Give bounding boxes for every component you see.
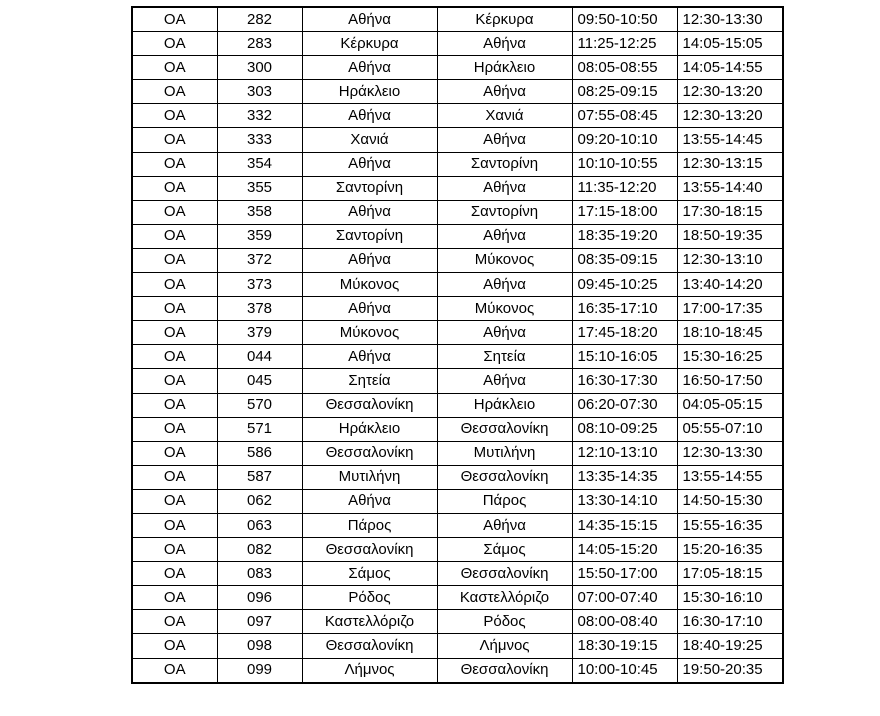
schedule-1-cell: 08:35-09:15 (572, 248, 677, 272)
destination-cell: Ηράκλειο (437, 393, 572, 417)
schedule-2-cell: 14:50-15:30 (677, 489, 783, 513)
flight-number-cell: 283 (217, 32, 302, 56)
schedule-1-cell: 11:25-12:25 (572, 32, 677, 56)
origin-cell: Μυτιλήνη (302, 465, 437, 489)
airline-cell: OA (132, 128, 217, 152)
origin-cell: Θεσσαλονίκη (302, 393, 437, 417)
airline-cell: OA (132, 369, 217, 393)
schedule-2-cell: 12:30-13:15 (677, 152, 783, 176)
table-row (132, 369, 783, 393)
schedule-2-cell: 14:05-14:55 (677, 56, 783, 80)
flight-number-cell: 083 (217, 562, 302, 586)
destination-cell: Αθήνα (437, 128, 572, 152)
airline-cell: OA (132, 176, 217, 200)
table-row (132, 538, 783, 562)
origin-cell: Ηράκλειο (302, 80, 437, 104)
origin-cell: Αθήνα (302, 489, 437, 513)
airline-cell: OA (132, 441, 217, 465)
airline-cell: OA (132, 224, 217, 248)
table-row (132, 321, 783, 345)
schedule-1-cell: 17:15-18:00 (572, 200, 677, 224)
airline-cell: OA (132, 321, 217, 345)
schedule-2-cell: 18:10-18:45 (677, 321, 783, 345)
destination-cell: Αθήνα (437, 176, 572, 200)
flight-number-cell: 300 (217, 56, 302, 80)
schedule-1-cell: 10:00-10:45 (572, 658, 677, 683)
schedule-2-cell: 18:50-19:35 (677, 224, 783, 248)
airline-cell: OA (132, 104, 217, 128)
schedule-1-cell: 06:20-07:30 (572, 393, 677, 417)
table-row (132, 489, 783, 513)
flight-number-cell: 570 (217, 393, 302, 417)
destination-cell: Σαντορίνη (437, 200, 572, 224)
schedule-2-cell: 17:05-18:15 (677, 562, 783, 586)
schedule-1-cell: 09:50-10:50 (572, 7, 677, 32)
flight-number-cell: 044 (217, 345, 302, 369)
table-row (132, 417, 783, 441)
schedule-1-cell: 08:25-09:15 (572, 80, 677, 104)
flight-number-cell: 099 (217, 658, 302, 683)
schedule-2-cell: 17:00-17:35 (677, 297, 783, 321)
schedule-1-cell: 08:05-08:55 (572, 56, 677, 80)
flight-number-cell: 358 (217, 200, 302, 224)
destination-cell: Λήμνος (437, 634, 572, 658)
origin-cell: Σητεία (302, 369, 437, 393)
schedule-2-cell: 12:30-13:30 (677, 441, 783, 465)
airline-cell: OA (132, 152, 217, 176)
schedule-2-cell: 13:55-14:40 (677, 176, 783, 200)
origin-cell: Χανιά (302, 128, 437, 152)
destination-cell: Μυτιλήνη (437, 441, 572, 465)
origin-cell: Αθήνα (302, 7, 437, 32)
airline-cell: OA (132, 465, 217, 489)
destination-cell: Σαντορίνη (437, 152, 572, 176)
table-row (132, 562, 783, 586)
flight-number-cell: 082 (217, 538, 302, 562)
flight-number-cell: 097 (217, 610, 302, 634)
schedule-1-cell: 08:10-09:25 (572, 417, 677, 441)
schedule-2-cell: 19:50-20:35 (677, 658, 783, 683)
airline-cell: OA (132, 248, 217, 272)
schedule-1-cell: 07:00-07:40 (572, 586, 677, 610)
origin-cell: Αθήνα (302, 56, 437, 80)
origin-cell: Κέρκυρα (302, 32, 437, 56)
origin-cell: Μύκονος (302, 321, 437, 345)
schedule-1-cell: 17:45-18:20 (572, 321, 677, 345)
destination-cell: Σητεία (437, 345, 572, 369)
table-row (132, 610, 783, 634)
schedule-1-cell: 12:10-13:10 (572, 441, 677, 465)
origin-cell: Πάρος (302, 513, 437, 537)
flight-number-cell: 098 (217, 634, 302, 658)
schedule-2-cell: 04:05-05:15 (677, 393, 783, 417)
flight-number-cell: 355 (217, 176, 302, 200)
destination-cell: Ηράκλειο (437, 56, 572, 80)
flight-number-cell: 282 (217, 7, 302, 32)
schedule-1-cell: 13:30-14:10 (572, 489, 677, 513)
flight-number-cell: 333 (217, 128, 302, 152)
table-row (132, 32, 783, 56)
flight-number-cell: 571 (217, 417, 302, 441)
flight-number-cell: 045 (217, 369, 302, 393)
destination-cell: Αθήνα (437, 224, 572, 248)
origin-cell: Θεσσαλονίκη (302, 634, 437, 658)
schedule-1-cell: 15:10-16:05 (572, 345, 677, 369)
table-row (132, 513, 783, 537)
destination-cell: Μύκονος (437, 248, 572, 272)
flight-schedule-table (131, 6, 784, 684)
destination-cell: Θεσσαλονίκη (437, 658, 572, 683)
table-row (132, 658, 783, 683)
destination-cell: Θεσσαλονίκη (437, 465, 572, 489)
flight-number-cell: 587 (217, 465, 302, 489)
destination-cell: Σάμος (437, 538, 572, 562)
origin-cell: Σάμος (302, 562, 437, 586)
airline-cell: OA (132, 80, 217, 104)
origin-cell: Ηράκλειο (302, 417, 437, 441)
origin-cell: Λήμνος (302, 658, 437, 683)
destination-cell: Ρόδος (437, 610, 572, 634)
schedule-2-cell: 12:30-13:20 (677, 80, 783, 104)
airline-cell: OA (132, 56, 217, 80)
schedule-1-cell: 14:05-15:20 (572, 538, 677, 562)
airline-cell: OA (132, 200, 217, 224)
table-row (132, 465, 783, 489)
destination-cell: Αθήνα (437, 369, 572, 393)
table-row (132, 586, 783, 610)
origin-cell: Αθήνα (302, 104, 437, 128)
table-row (132, 224, 783, 248)
destination-cell: Χανιά (437, 104, 572, 128)
flight-number-cell: 063 (217, 513, 302, 537)
origin-cell: Αθήνα (302, 200, 437, 224)
origin-cell: Αθήνα (302, 345, 437, 369)
destination-cell: Αθήνα (437, 513, 572, 537)
destination-cell: Μύκονος (437, 297, 572, 321)
airline-cell: OA (132, 7, 217, 32)
schedule-1-cell: 16:30-17:30 (572, 369, 677, 393)
schedule-1-cell: 08:00-08:40 (572, 610, 677, 634)
origin-cell: Αθήνα (302, 152, 437, 176)
table-row (132, 176, 783, 200)
table-row (132, 248, 783, 272)
schedule-1-cell: 18:30-19:15 (572, 634, 677, 658)
origin-cell: Αθήνα (302, 297, 437, 321)
airline-cell: OA (132, 345, 217, 369)
schedule-2-cell: 18:40-19:25 (677, 634, 783, 658)
airline-cell: OA (132, 586, 217, 610)
flight-number-cell: 303 (217, 80, 302, 104)
schedule-2-cell: 15:55-16:35 (677, 513, 783, 537)
flight-number-cell: 359 (217, 224, 302, 248)
table-row (132, 152, 783, 176)
schedule-2-cell: 13:55-14:55 (677, 465, 783, 489)
destination-cell: Θεσσαλονίκη (437, 417, 572, 441)
schedule-2-cell: 13:40-14:20 (677, 273, 783, 297)
flight-number-cell: 373 (217, 273, 302, 297)
table-row (132, 7, 783, 32)
flight-number-cell: 586 (217, 441, 302, 465)
table-row (132, 56, 783, 80)
origin-cell: Καστελλόριζο (302, 610, 437, 634)
table-row (132, 128, 783, 152)
flight-number-cell: 354 (217, 152, 302, 176)
origin-cell: Σαντορίνη (302, 176, 437, 200)
schedule-2-cell: 12:30-13:30 (677, 7, 783, 32)
destination-cell: Κέρκυρα (437, 7, 572, 32)
airline-cell: OA (132, 634, 217, 658)
schedule-1-cell: 15:50-17:00 (572, 562, 677, 586)
schedule-2-cell: 13:55-14:45 (677, 128, 783, 152)
airline-cell: OA (132, 32, 217, 56)
destination-cell: Θεσσαλονίκη (437, 562, 572, 586)
table-row (132, 345, 783, 369)
schedule-2-cell: 15:20-16:35 (677, 538, 783, 562)
schedule-2-cell: 15:30-16:25 (677, 345, 783, 369)
origin-cell: Αθήνα (302, 248, 437, 272)
schedule-2-cell: 15:30-16:10 (677, 586, 783, 610)
table-row (132, 441, 783, 465)
schedule-2-cell: 12:30-13:10 (677, 248, 783, 272)
schedule-1-cell: 09:45-10:25 (572, 273, 677, 297)
table-row (132, 80, 783, 104)
airline-cell: OA (132, 610, 217, 634)
origin-cell: Θεσσαλονίκη (302, 538, 437, 562)
airline-cell: OA (132, 417, 217, 441)
destination-cell: Αθήνα (437, 32, 572, 56)
schedule-1-cell: 11:35-12:20 (572, 176, 677, 200)
flight-number-cell: 378 (217, 297, 302, 321)
table-row (132, 104, 783, 128)
origin-cell: Σαντορίνη (302, 224, 437, 248)
airline-cell: OA (132, 393, 217, 417)
airline-cell: OA (132, 273, 217, 297)
schedule-1-cell: 14:35-15:15 (572, 513, 677, 537)
schedule-2-cell: 16:50-17:50 (677, 369, 783, 393)
schedule-2-cell: 17:30-18:15 (677, 200, 783, 224)
destination-cell: Αθήνα (437, 273, 572, 297)
airline-cell: OA (132, 562, 217, 586)
destination-cell: Αθήνα (437, 80, 572, 104)
airline-cell: OA (132, 513, 217, 537)
schedule-1-cell: 10:10-10:55 (572, 152, 677, 176)
flight-number-cell: 332 (217, 104, 302, 128)
table-row (132, 273, 783, 297)
origin-cell: Ρόδος (302, 586, 437, 610)
schedule-1-cell: 13:35-14:35 (572, 465, 677, 489)
origin-cell: Θεσσαλονίκη (302, 441, 437, 465)
airline-cell: OA (132, 538, 217, 562)
flight-number-cell: 096 (217, 586, 302, 610)
schedule-2-cell: 12:30-13:20 (677, 104, 783, 128)
schedule-1-cell: 09:20-10:10 (572, 128, 677, 152)
schedule-2-cell: 14:05-15:05 (677, 32, 783, 56)
table-row (132, 200, 783, 224)
flight-number-cell: 372 (217, 248, 302, 272)
destination-cell: Πάρος (437, 489, 572, 513)
destination-cell: Καστελλόριζο (437, 586, 572, 610)
flight-number-cell: 062 (217, 489, 302, 513)
flight-rows (132, 7, 783, 683)
airline-cell: OA (132, 297, 217, 321)
table-row (132, 393, 783, 417)
destination-cell: Αθήνα (437, 321, 572, 345)
schedule-1-cell: 16:35-17:10 (572, 297, 677, 321)
flight-number-cell: 379 (217, 321, 302, 345)
schedule-2-cell: 05:55-07:10 (677, 417, 783, 441)
table-row (132, 634, 783, 658)
schedule-1-cell: 18:35-19:20 (572, 224, 677, 248)
schedule-2-cell: 16:30-17:10 (677, 610, 783, 634)
airline-cell: OA (132, 658, 217, 683)
schedule-1-cell: 07:55-08:45 (572, 104, 677, 128)
origin-cell: Μύκονος (302, 273, 437, 297)
airline-cell: OA (132, 489, 217, 513)
table-row (132, 297, 783, 321)
